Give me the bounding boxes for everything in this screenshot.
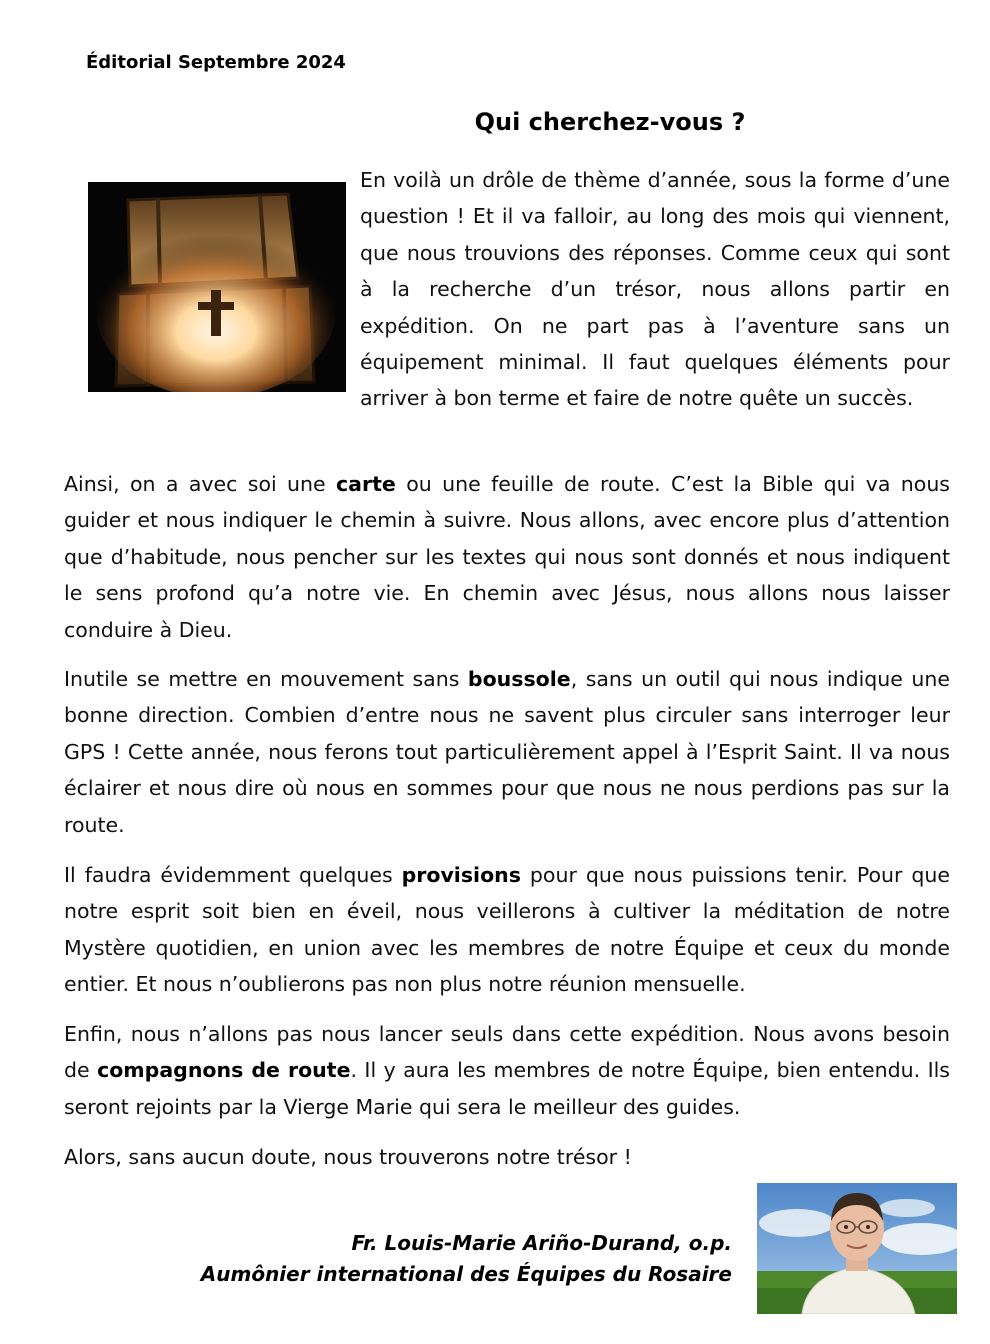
intro-paragraph: En voilà un drôle de thème d’année, sous la forme d’une question ! Et il va falloir, au long des mois qui viennent, que nous trouvions des réponses. Comme ceux qui sont à la recherche d’un trésor, nous allons partir en expédition. On ne part pas à l’aventure sans un équipement minimal. Il faut quelques éléments pour arriver à bon terme et faire de notre quête un succès. [360, 168, 950, 411]
keyword: provisions [401, 863, 521, 887]
paragraph-provisions [64, 857, 950, 1003]
paragraph-conclusion [64, 1139, 950, 1175]
treasure-chest-illustration [88, 182, 346, 392]
editorial-date-header: Éditorial Septembre 2024 [86, 52, 346, 73]
keyword: boussole [467, 667, 571, 691]
paragraph-text: Il faudra évidemment quelques [64, 863, 402, 887]
paragraph-text: Alors, sans aucun doute, nous trouverons notre trésor ! [64, 1145, 632, 1169]
paragraph-text: . Il y aura les membres de notre Équipe, bien entendu. Ils seront rejoints par la Vierge Marie qui sera le meilleur des guides. [64, 1058, 950, 1119]
paragraph-text: ou une feuille de route. C’est la Bible qui va nous guider et nous indiquer le chemin à suivre. Nous allons, avec encore plus d’attention que d’habitude, nous pencher sur les textes qui nous sont donnés et nous indiquent le sens profond qu’a notre vie. En chemin avec Jésus, nous allons nous laisser conduire à Dieu. [64, 472, 950, 642]
author-portrait [757, 1183, 957, 1314]
paragraph-boussole [64, 661, 950, 843]
keyword: carte [336, 472, 396, 496]
signature-role: Aumônier international des Équipes du Rosaire [200, 1262, 732, 1286]
paragraph-compagnons [64, 1016, 950, 1125]
paragraph-text: pour que nous puissions tenir. Pour que notre esprit soit bien en éveil, nous veillerons à cultiver la méditation de notre Mystère quotidien, en union avec les membres de notre Équipe et ceux du monde entier. Et nous n’oublierons pas non plus notre réunion mensuelle. [64, 863, 950, 997]
paragraph-text: Inutile se mettre en mouvement sans [64, 667, 468, 691]
author-photo [757, 1183, 957, 1314]
treasure-chest-image [88, 182, 346, 392]
signature-name: Fr. Louis-Marie Ariño-Durand, o.p. [351, 1231, 732, 1255]
paragraph-text: Ainsi, on a avec soi une [64, 472, 337, 496]
signature [201, 1228, 732, 1290]
paragraph-text: , sans un outil qui nous indique une bonne direction. Combien d’entre nous ne savent plus circuler sans interroger leur GPS ! Cette année, nous ferons tout particulièrement appel à l’Esprit Saint. Il va nous éclairer et nous dire où nous en sommes pour que nous ne nous perdions pas sur la route. [64, 667, 950, 837]
paragraph-carte [64, 466, 950, 648]
page-title: Qui cherchez-vous ? [474, 108, 746, 136]
paragraph-text: Enfin, nous n’allons pas nous lancer seuls dans cette expédition. Nous avons besoin de [64, 1022, 950, 1083]
keyword: compagnons de route [97, 1058, 351, 1083]
